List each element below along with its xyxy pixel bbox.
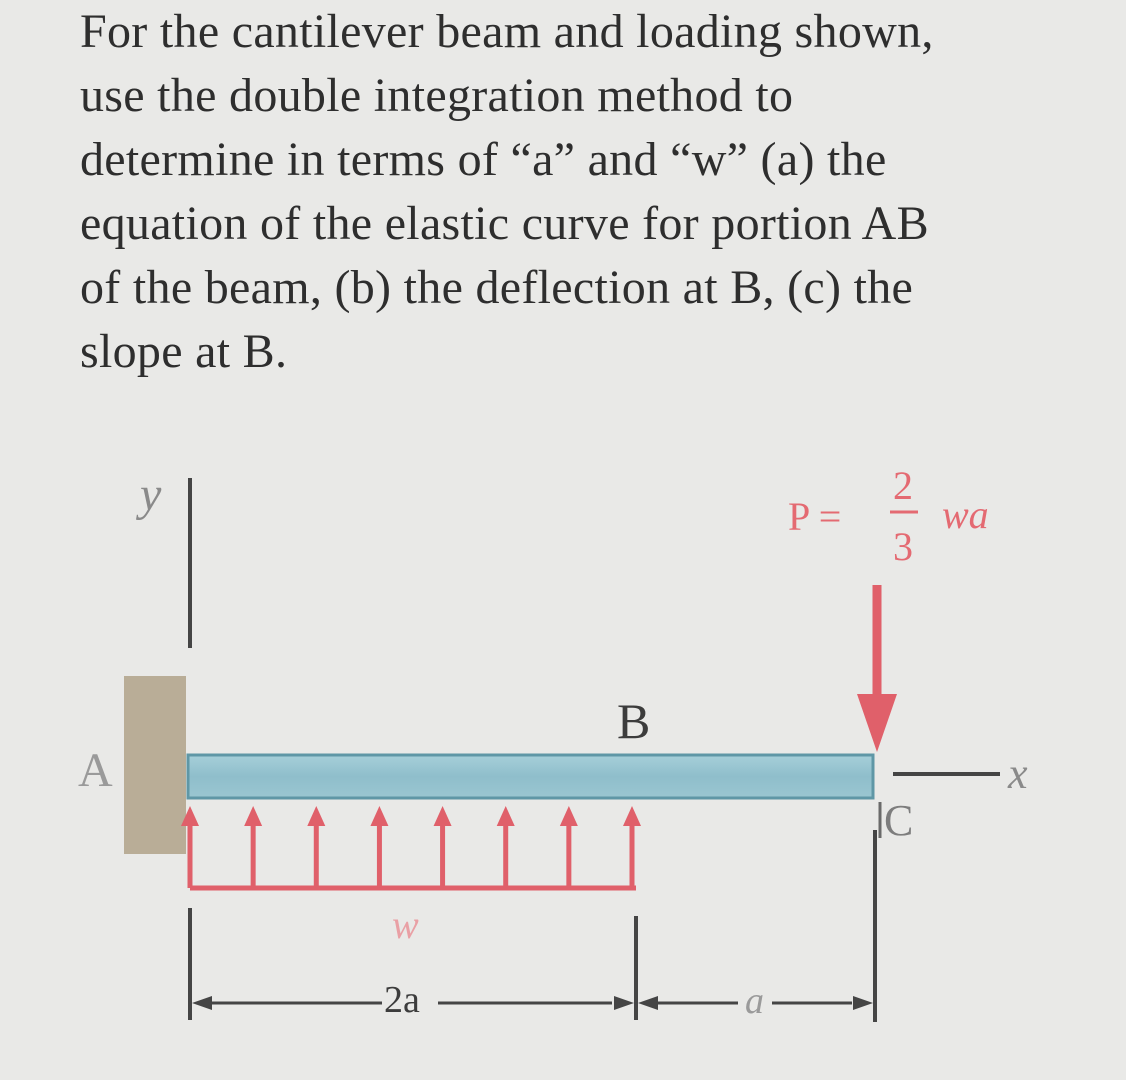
load-arrow (244, 806, 262, 888)
load-w-label: w (392, 902, 419, 947)
point-a-label: A (78, 744, 113, 797)
y-axis-label: y (140, 468, 162, 521)
force-p-arrow (857, 585, 897, 752)
distributed-load (181, 806, 641, 888)
load-arrow (434, 806, 452, 888)
force-p-text: P = (788, 494, 842, 539)
point-c-label: C (884, 796, 914, 845)
load-arrow (497, 806, 515, 888)
force-p-label (788, 463, 989, 569)
problem-line: of the beam, (b) the deflection at B, (c) the (80, 261, 914, 314)
problem-line: slope at B. (80, 325, 288, 378)
force-p-suffix: wa (942, 492, 989, 537)
dimension-2a-label: 2a (384, 979, 420, 1021)
load-arrow (623, 806, 641, 888)
beam (188, 755, 873, 798)
dimension-a-label: a (745, 980, 764, 1022)
load-arrow (370, 806, 388, 888)
fraction-numerator: 2 (893, 463, 913, 508)
problem-line: use the double integration method to (80, 69, 794, 122)
load-arrow (560, 806, 578, 888)
problem-line: determine in terms of “a” and “w” (a) the (80, 133, 887, 186)
point-b-label: B (617, 693, 651, 749)
x-axis-label: x (1008, 749, 1028, 798)
load-arrow (307, 806, 325, 888)
problem-line: For the cantilever beam and loading shown, (80, 5, 934, 58)
problem-line: equation of the elastic curve for portion AB (80, 197, 929, 250)
dimension-a (638, 830, 875, 1022)
fraction-denominator: 3 (893, 524, 913, 569)
fixed-wall-support (124, 676, 186, 854)
